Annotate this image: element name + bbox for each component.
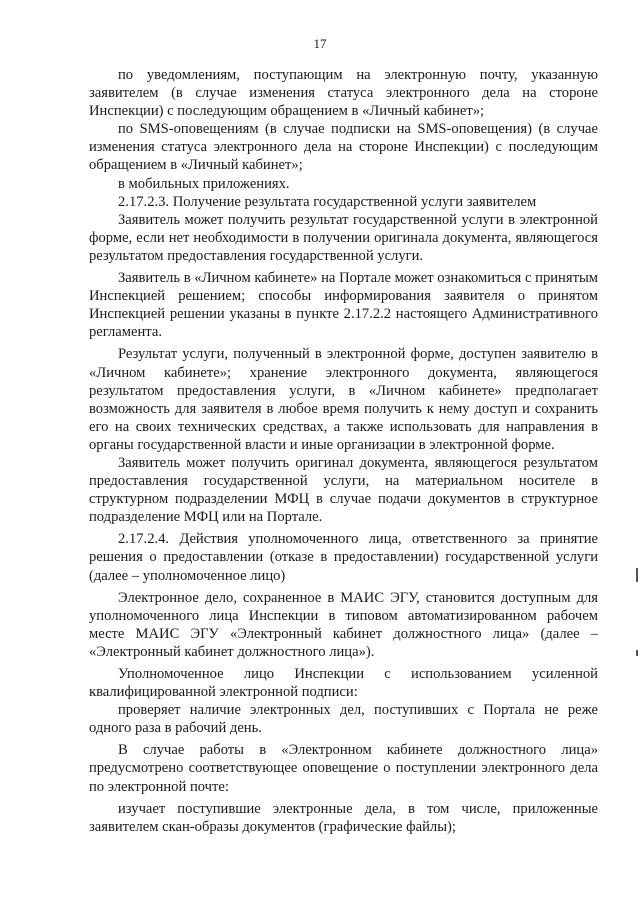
paragraph-studies-cases: изучает поступившие электронные дела, в том числе, приложенные заявителем скан-образы документов (графические файлы); (89, 800, 598, 835)
section-heading-2-17-2-3: 2.17.2.3. Получение результата государственной услуги заявителем (118, 193, 537, 210)
scan-edge-mark (636, 568, 638, 582)
paragraph-checks-cases: проверяет наличие электронных дел, поступивших с Портала не реже одного раза в рабочий день. (89, 702, 598, 737)
page-number: 17 (313, 36, 327, 51)
paragraph-authorized-person: Уполномоченное лицо Инспекции с использованием усиленной квалифицированной электронной подписи: (89, 666, 598, 701)
scan-edge-mark (636, 650, 638, 656)
paragraph-email-notifications: по уведомлениям, поступающим на электронную почту, указанную заявителем (в случае изменения статуса электронного дела на стороне Инспекции) с последующим обращением в «Личный кабинет»; (89, 67, 598, 120)
document-body (89, 66, 598, 836)
paragraph-electronic-case: Электронное дело, сохраненное в МАИС ЭГУ, становится доступным для уполномоченного лица Инспекции в типовом автоматизированном рабочем месте МАИС ЭГУ «Электронный кабинет должностного лица» (далее – «Электронный кабинет должностного лица»). (89, 589, 598, 660)
paragraph-mobile-apps: в мобильных приложениях. (118, 175, 290, 192)
paragraph-original-document: Заявитель может получить оригинал документа, являющегося результатом предоставления государственной услуги, на материальном носителе в структурном подразделении МФЦ в случае подачи документов в структурное подразделение МФЦ или на Портале. (89, 454, 598, 526)
paragraph-result-available: Результат услуги, полученный в электронной форме, доступен заявителю в «Личном кабинете»; хранение электронного документа, являющегося результатом предоставления услуги, в «Личном кабинете» предполагает возможность для заявителя в любое время получить к нему доступ и сохранить его на своих технических средствах, а также использовать для направления в органы государственной власти и иные организации в электронной форме. (89, 346, 598, 453)
paragraph-sms-notifications: по SMS-оповещениям (в случае подписки на SMS-оповещения) (в случае изменения статуса электронного дела на стороне Инспекции) с последующим обращением в «Личный кабинет»; (89, 121, 598, 174)
paragraph-result-electronic: Заявитель может получить результат государственной услуги в электронной форме, если нет необходимости в получении оригинала документа, являющегося результатом предоставления государственной услуги. (89, 211, 598, 264)
paragraph-personal-cabinet: Заявитель в «Личном кабинете» на Портале может ознакомиться с принятым Инспекцией решением; способы информирования заявителя о принятом Инспекцией решении указаны в пункте 2.17.2.2 настоящего Административного регламента. (89, 270, 598, 341)
paragraph-email-alert: В случае работы в «Электронном кабинете должностного лица» предусмотрено соответствующее оповещение о поступлении электронного дела по электронной почте: (89, 742, 598, 795)
section-heading-2-17-2-4: 2.17.2.4. Действия уполномоченного лица, ответственного за принятие решения о предоставлении (отказе в предоставлении) государственной услуги (далее – уполномоченное лицо) (89, 531, 598, 584)
